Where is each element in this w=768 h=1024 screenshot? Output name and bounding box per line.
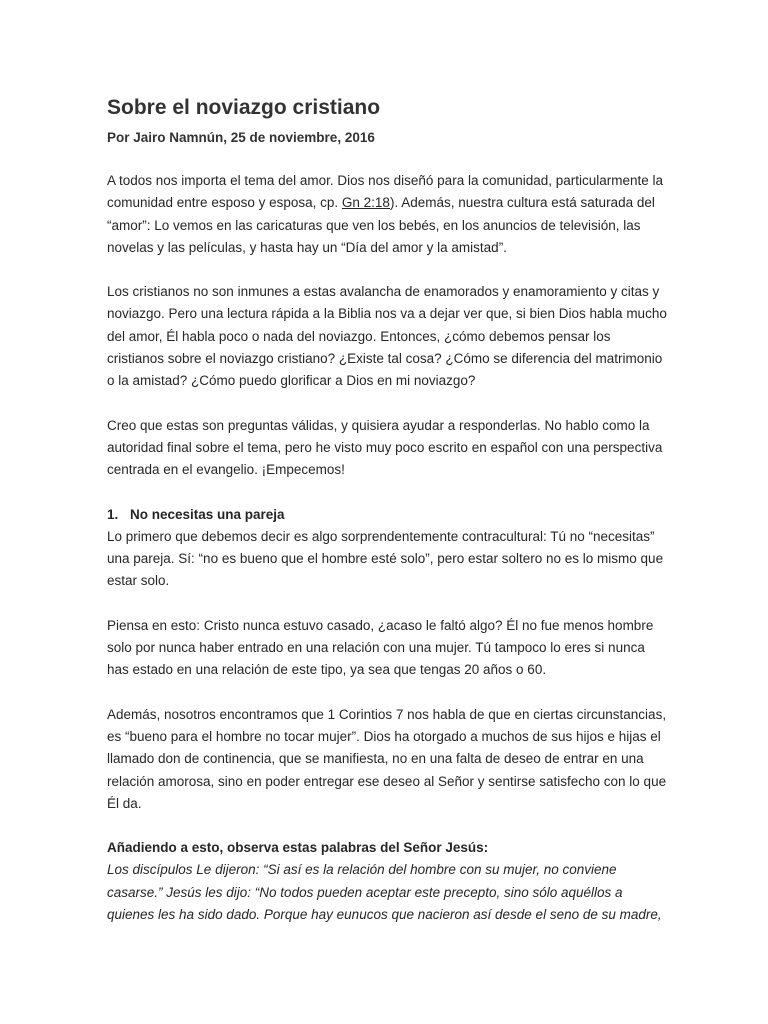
section-heading-1 bbox=[107, 504, 668, 526]
scripture-link-gn-2-18[interactable]: Gn 2:18 bbox=[341, 195, 390, 211]
paragraph-quote-intro: Añadiendo a esto, observa estas palabras del Señor Jesús: bbox=[107, 840, 489, 856]
paragraph-spacer bbox=[107, 815, 668, 837]
article-byline: Por Jairo Namnún, 25 de noviembre, 2016 bbox=[107, 130, 375, 145]
article-title: Sobre el noviazgo cristiano bbox=[107, 96, 381, 119]
paragraph-spacer bbox=[107, 393, 668, 415]
paragraph-intro-text-before: A todos nos importa el tema del amor. Dios nos diseñó para la comunidad, particularmente la comunidad entre esposo y esposa, cp. bbox=[107, 173, 664, 211]
paragraph-spacer bbox=[107, 259, 668, 281]
section-number: 1. bbox=[107, 506, 119, 522]
paragraph-section1-c: Además, nosotros encontramos que 1 Corintios 7 nos habla de que en ciertas circunstancias, es “bueno para el hombre no tocar mujer”. Dios ha otorgado a muchos de sus hijos e hijas el llamado don de continencia, que se manifiesta, no en una falta de deseo de entrar en una relación amorosa, sino en poder entregar ese deseo al Señor y sentirse satisfecho con lo que Él da. bbox=[107, 706, 667, 811]
paragraph-spacer bbox=[107, 682, 668, 704]
paragraph-section1-b: Piensa en esto: Cristo nunca estuvo casado, ¿acaso le faltó algo? Él no fue menos hombre solo por nunca haber entrado en una relación con una mujer. Tú tampoco lo eres si nunca has estado en una relación de este tipo, ya sea que tengas 20 años o 60. bbox=[107, 617, 654, 678]
paragraph-christians: Los cristianos no son inmunes a estas avalancha de enamorados y enamoramiento y citas y noviazgo. Pero una lectura rápida a la Biblia nos va a dejar ver que, si bien Dios habla mucho del amor, Él habla poco o nada del noviazgo. Entonces, ¿cómo debemos pensar los cristianos sobre el noviazgo cristiano? ¿Existe tal cosa? ¿Cómo se diferencia del matrimonio o la amistad? ¿Cómo puedo glorificar a Dios en mi noviazgo? bbox=[107, 284, 667, 389]
paragraph-spacer bbox=[107, 593, 668, 615]
paragraph-intro-text-after: ). Además, nuestra cultura está saturada del “amor”: Lo vemos en las caricaturas que ven los bebés, en los anuncios de televisión, las novelas y las películas, y hasta hay un “Día del amor y la amistad”. bbox=[107, 195, 655, 255]
section-heading-text: No necesitas una pareja bbox=[130, 506, 285, 522]
paragraph-intro bbox=[107, 170, 668, 259]
paragraph-questions: Creo que estas son preguntas válidas, y quisiera ayudar a responderlas. No hablo como la autoridad final sobre el tema, pero he visto muy poco escrito en español con una perspectiva centrada en el evangelio. ¡Empecemos! bbox=[107, 417, 663, 478]
paragraph-section1-a: Lo primero que debemos decir es algo sorprendentemente contracultural: Tú no “necesitas” una pareja. Sí: “no es bueno que el hombre esté solo”, pero estar soltero no es lo mismo que estar solo. bbox=[107, 528, 664, 589]
scripture-quote: Los discípulos Le dijeron: “Si así es la relación del hombre con su mujer, no conviene casarse.” Jesús les dijo: “No todos pueden aceptar este precepto, sino sólo aquéllos a quienes les ha sido dado. Porque hay eunucos que nacieron así desde el seno de su madre, bbox=[107, 862, 662, 923]
paragraph-spacer bbox=[107, 482, 668, 504]
